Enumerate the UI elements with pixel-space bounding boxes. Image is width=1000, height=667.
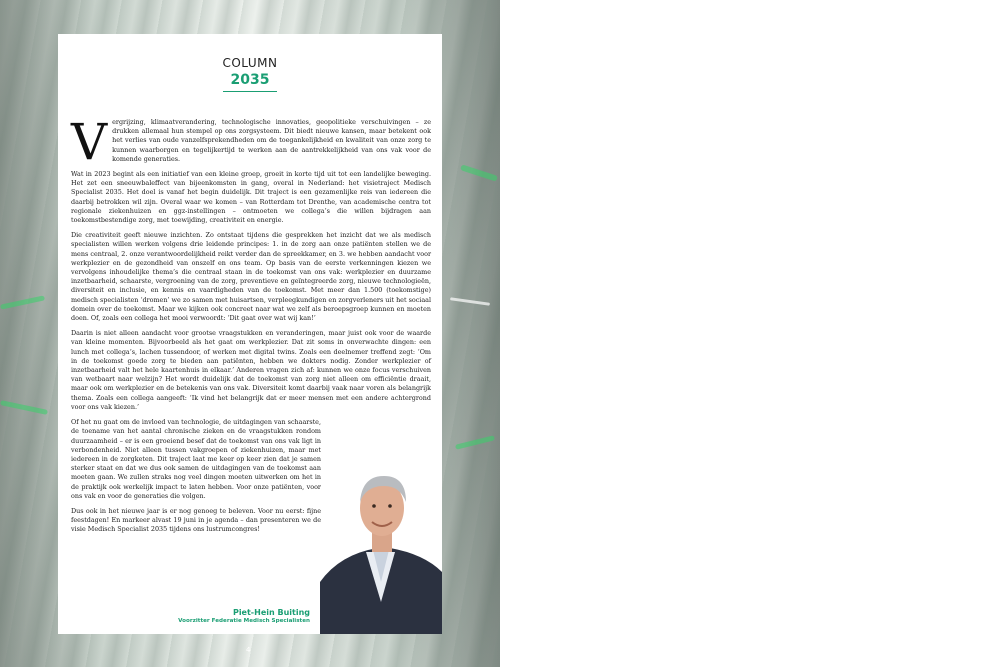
light-streak <box>460 164 498 181</box>
column-year: 2035 <box>230 72 270 88</box>
drop-cap: V <box>71 113 108 171</box>
light-streak <box>0 400 48 415</box>
author-name: Piet-Hein Buiting <box>232 608 310 617</box>
paragraph-5: Of het nu gaat om de invloed van technologie, de uitdagingen van schaarste, de toename van het aantal chronische zieken en de vraagstukken rondom duurzaamheid – er is een groeiend besef dat de toekomst van ons vak ligt in verbondenheid. Niet alleen tussen vakgroepen of ziekenhuizen, maar met iedereen in de zorgketen. Dit traject laat me keer op keer zien dat je samen sterker staat en dat we dus ook samen de uitdagingen van de toekomst aan moeten gaan. We zullen straks nog veel dingen moeten uitwerken om het in de praktijk ook werkelijk impact te laten hebben. Voor onze patiënten, voor ons vak en voor de generaties die volgen. <box>71 418 321 500</box>
column-card <box>58 34 442 634</box>
header-divider <box>223 91 277 92</box>
light-streak <box>455 435 495 450</box>
light-streak <box>0 295 45 309</box>
author-portrait <box>320 462 442 634</box>
paragraph-6: Dus ook in het nieuwe jaar is er nog genoeg te beleven. Voor nu eerst: fijne feestdagen! En markeer alvast 19 juni in je agenda – dan presenteren we de visie Medisch Specialist 2035 tijdens ons lustrumcongres! <box>71 506 321 534</box>
paragraph-3: Die creativiteit geeft nieuwe inzichten. Zo ontstaat tijdens die gesprekken het inzicht dat we als medisch specialisten willen werken volgens drie leidende principes: 1. in de zorg aan onze patiënten stellen we de mens centraal, 2. onze verantwoordelijkheid reikt verder dan de spreekkamer, en 3. we hebben aandacht voor werkplezier en de gezondheid van onszelf en ons team. Op basis van de eerste verkenningen kiezen we vervolgens inhoudelijke thema’s die centraal staan in de toekomst van ons vak: werkplezier en duurzame inzetbaarheid, schaarste, vergroening van de zorg, preventieve en geïntegreerde zorg, nieuwe technologieën, diversiteit en inclusie, en kennis en vaardigheden van de toekomst. Met meer dan 1.500 (toekomstige) medisch specialisten ‘dromen’ we zo samen met huisartsen, verpleegkundigen en zorgverleners uit het sociaal domein over de toekomst. Maar we kijken ook concreet naar wat we zelf als beroepsgroep kunnen en moeten doen. Of, zoals een collega het mooi verwoordt: ‘Dit gaat over wat wij kan!’ <box>71 231 431 323</box>
paragraph-intro <box>71 113 431 171</box>
author-role: Voorzitter Federatie Medisch Specialisten <box>178 618 310 624</box>
column-header <box>58 56 442 92</box>
author-signature <box>178 608 310 624</box>
column-kicker: COLUMN <box>222 56 278 70</box>
light-streak <box>450 297 490 306</box>
paragraph-2: Wat in 2023 begint als een initiatief van een kleine groep, groeit in korte tijd uit tot een landelijke beweging. Het zet een sneeuwbaleffect van bijeenkomsten in gang, overal in Nederland: het visietraject Medisch Specialist 2035. Het doel is vanaf het begin duidelijk. Dit traject is een gezamenlijke reis van iedereen die daarbij betrokken wil zijn. Overal waar we komen – van Rotterdam tot Drenthe, van academische centra tot regionale ziekenhuizen en ggz-instellingen – ontmoeten we collega’s die willen bijdragen aan toekomstbestendige zorg, met toewijding, creativiteit en energie. <box>71 170 431 225</box>
paragraph-1-text: ergrijzing, klimaatverandering, technologische innovaties, geopolitieke verschuivingen – ze drukken allemaal hun stempel op ons zorgsysteem. Dit biedt nieuwe kansen, maar betekent ook het verlies van oude vanzelfsprekendheden om de toegankelijkheid en kwaliteit van onze zorg te kunnen waarborgen en tegelijkertijd te werken aan de aantrekkelijkheid van ons vak voor de komende generaties. <box>112 118 431 163</box>
paragraph-4: Daarin is niet alleen aandacht voor grootse vraagstukken en veranderingen, maar juist ook voor de waarde van kleine momenten. Bijvoorbeeld als het gaat om werkplezier. Dat zit soms in onverwachte dingen: een lunch met collega’s, lachen tussendoor, of werken met digital twins. Zoals een deelnemer treffend zegt: ‘Om in de toekomst goede zorg te bieden aan patiënten, hebben we dokters nodig. Zonder werkplezier of inzetbaarheid valt het hele kaartenhuis in elkaar.’ Anderen vragen zich af: kunnen we onze focus verschuiven van wetbaart naar welzijn? Het wordt duidelijk dat de toekomst van zorg niet alleen om efficiëntie draait, maar ook om werkplezier en de betekenis van ons vak. Diversiteit komt daarbij vaak naar voren als belangrijk thema. Zoals een collega aangeeft: ‘Ik vind het belangrijk dat er meer mensen met een andere achtergrond voor ons vak kiezen.’ <box>71 329 431 411</box>
page-number: 4 <box>246 646 251 654</box>
